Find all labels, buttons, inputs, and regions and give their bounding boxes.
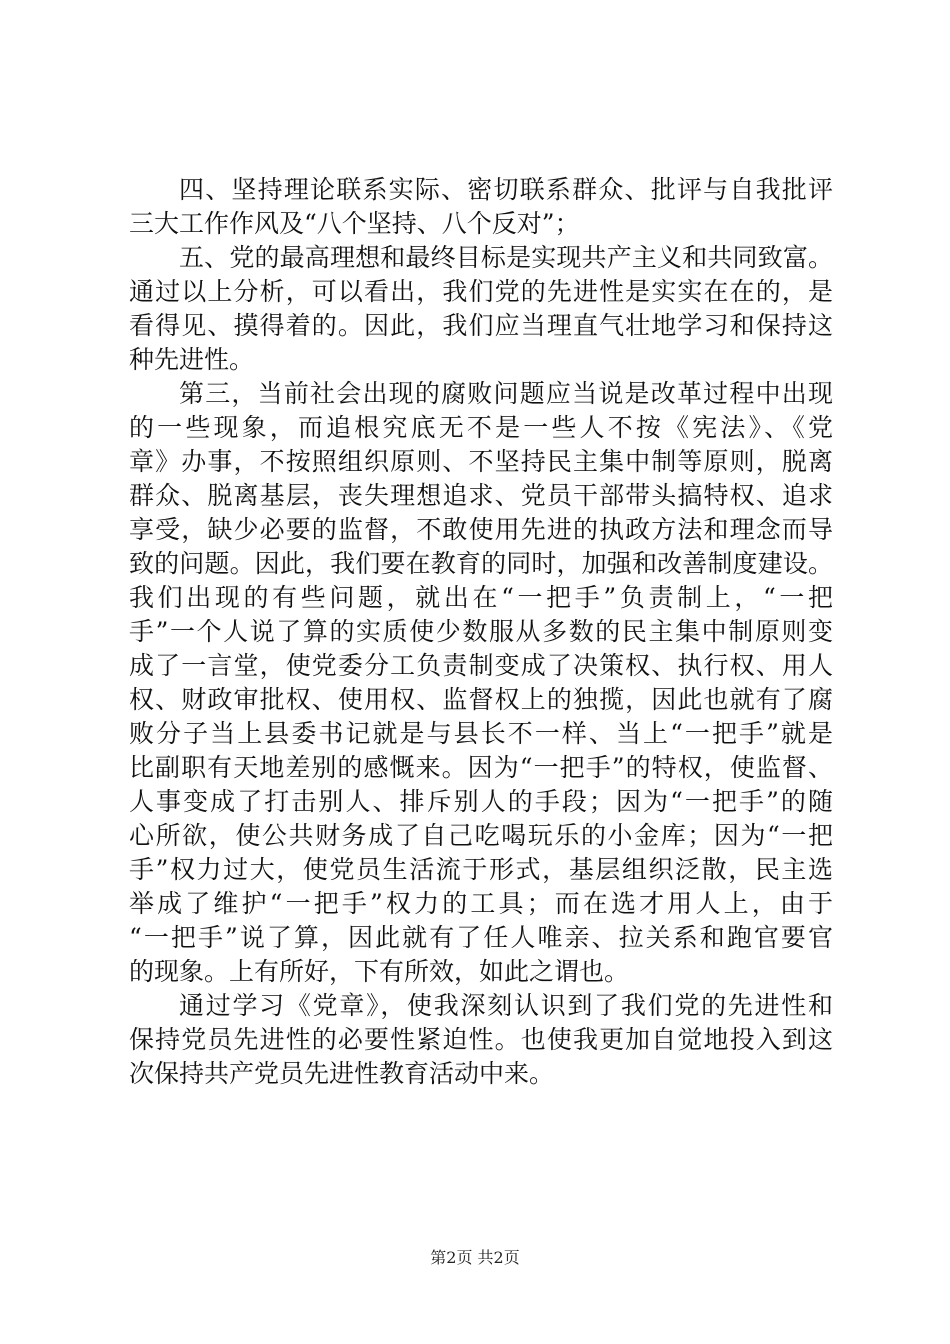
text-line: 保持党员先进性的必要性紧迫性。也使我更加自觉地投入到这: [129, 1025, 833, 1054]
text-line: 享受，缺少必要的监督，不敢使用先进的执政方法和理念而导: [129, 515, 833, 544]
text-line: 通过以上分析，可以看出，我们党的先进性是实实在在的，是: [129, 277, 833, 306]
text-line: 举成了维护“一把手”权力的工具；而在选才用人上，由于: [129, 889, 833, 918]
text-line: 三大工作作风及“八个坚持、八个反对”；: [129, 209, 580, 238]
text-line: 手”一个人说了算的实质使少数服从多数的民主集中制原则变: [129, 617, 833, 646]
body-text: [129, 173, 833, 1091]
text-line: 手”权力过大，使党员生活流于形式，基层组织泛散，民主选: [129, 855, 833, 884]
text-line: 的现象。上有所好，下有所效，如此之谓也。: [129, 957, 630, 986]
text-line: 次保持共产党员先进性教育活动中来。: [129, 1059, 555, 1088]
text-line: 看得见、摸得着的。因此，我们应当理直气壮地学习和保持这: [129, 311, 833, 340]
text-line: 种先进性。: [129, 345, 255, 374]
text-line: 人事变成了打击别人、排斥别人的手段；因为“一把手”的随: [129, 787, 833, 816]
text-line: 通过学习《党章》，使我深刻认识到了我们党的先进性和: [179, 991, 833, 1020]
text-line: 败分子当上县委书记就是与县长不一样、当上“一把手”就是: [129, 719, 833, 748]
text-line: 比副职有天地差别的感慨来。因为“一把手”的特权，使监督、: [129, 753, 833, 782]
text-line: 权、财政审批权、使用权、监督权上的独揽，因此也就有了腐: [129, 685, 833, 714]
text-line: 群众、脱离基层，丧失理想追求、党员干部带头搞特权、追求: [129, 481, 833, 510]
text-line: 成了一言堂，使党委分工负责制变成了决策权、执行权、用人: [129, 651, 833, 680]
text-line: 章》办事，不按照组织原则、不坚持民主集中制等原则，脱离: [129, 447, 833, 476]
text-line: 致的问题。因此，我们要在教育的同时，加强和改善制度建设。: [129, 549, 833, 578]
text-line: 的一些现象，而追根究底无不是一些人不按《宪法》、《党: [129, 413, 833, 442]
page-footer: 第2页 共2页: [430, 1248, 520, 1267]
text-line: 四、坚持理论联系实际、密切联系群众、批评与自我批评: [179, 175, 833, 204]
text-line: 我们出现的有些问题，就出在“一把手”负责制上，“一把: [129, 583, 833, 612]
text-line: “一把手”说了算，因此就有了任人唯亲、拉关系和跑官要官: [129, 923, 833, 952]
text-line: 五、党的最高理想和最终目标是实现共产主义和共同致富。: [179, 243, 833, 272]
text-line: 第三，当前社会出现的腐败问题应当说是改革过程中出现: [179, 379, 833, 408]
text-line: 心所欲，使公共财务成了自己吃喝玩乐的小金库；因为“一把: [129, 821, 833, 850]
